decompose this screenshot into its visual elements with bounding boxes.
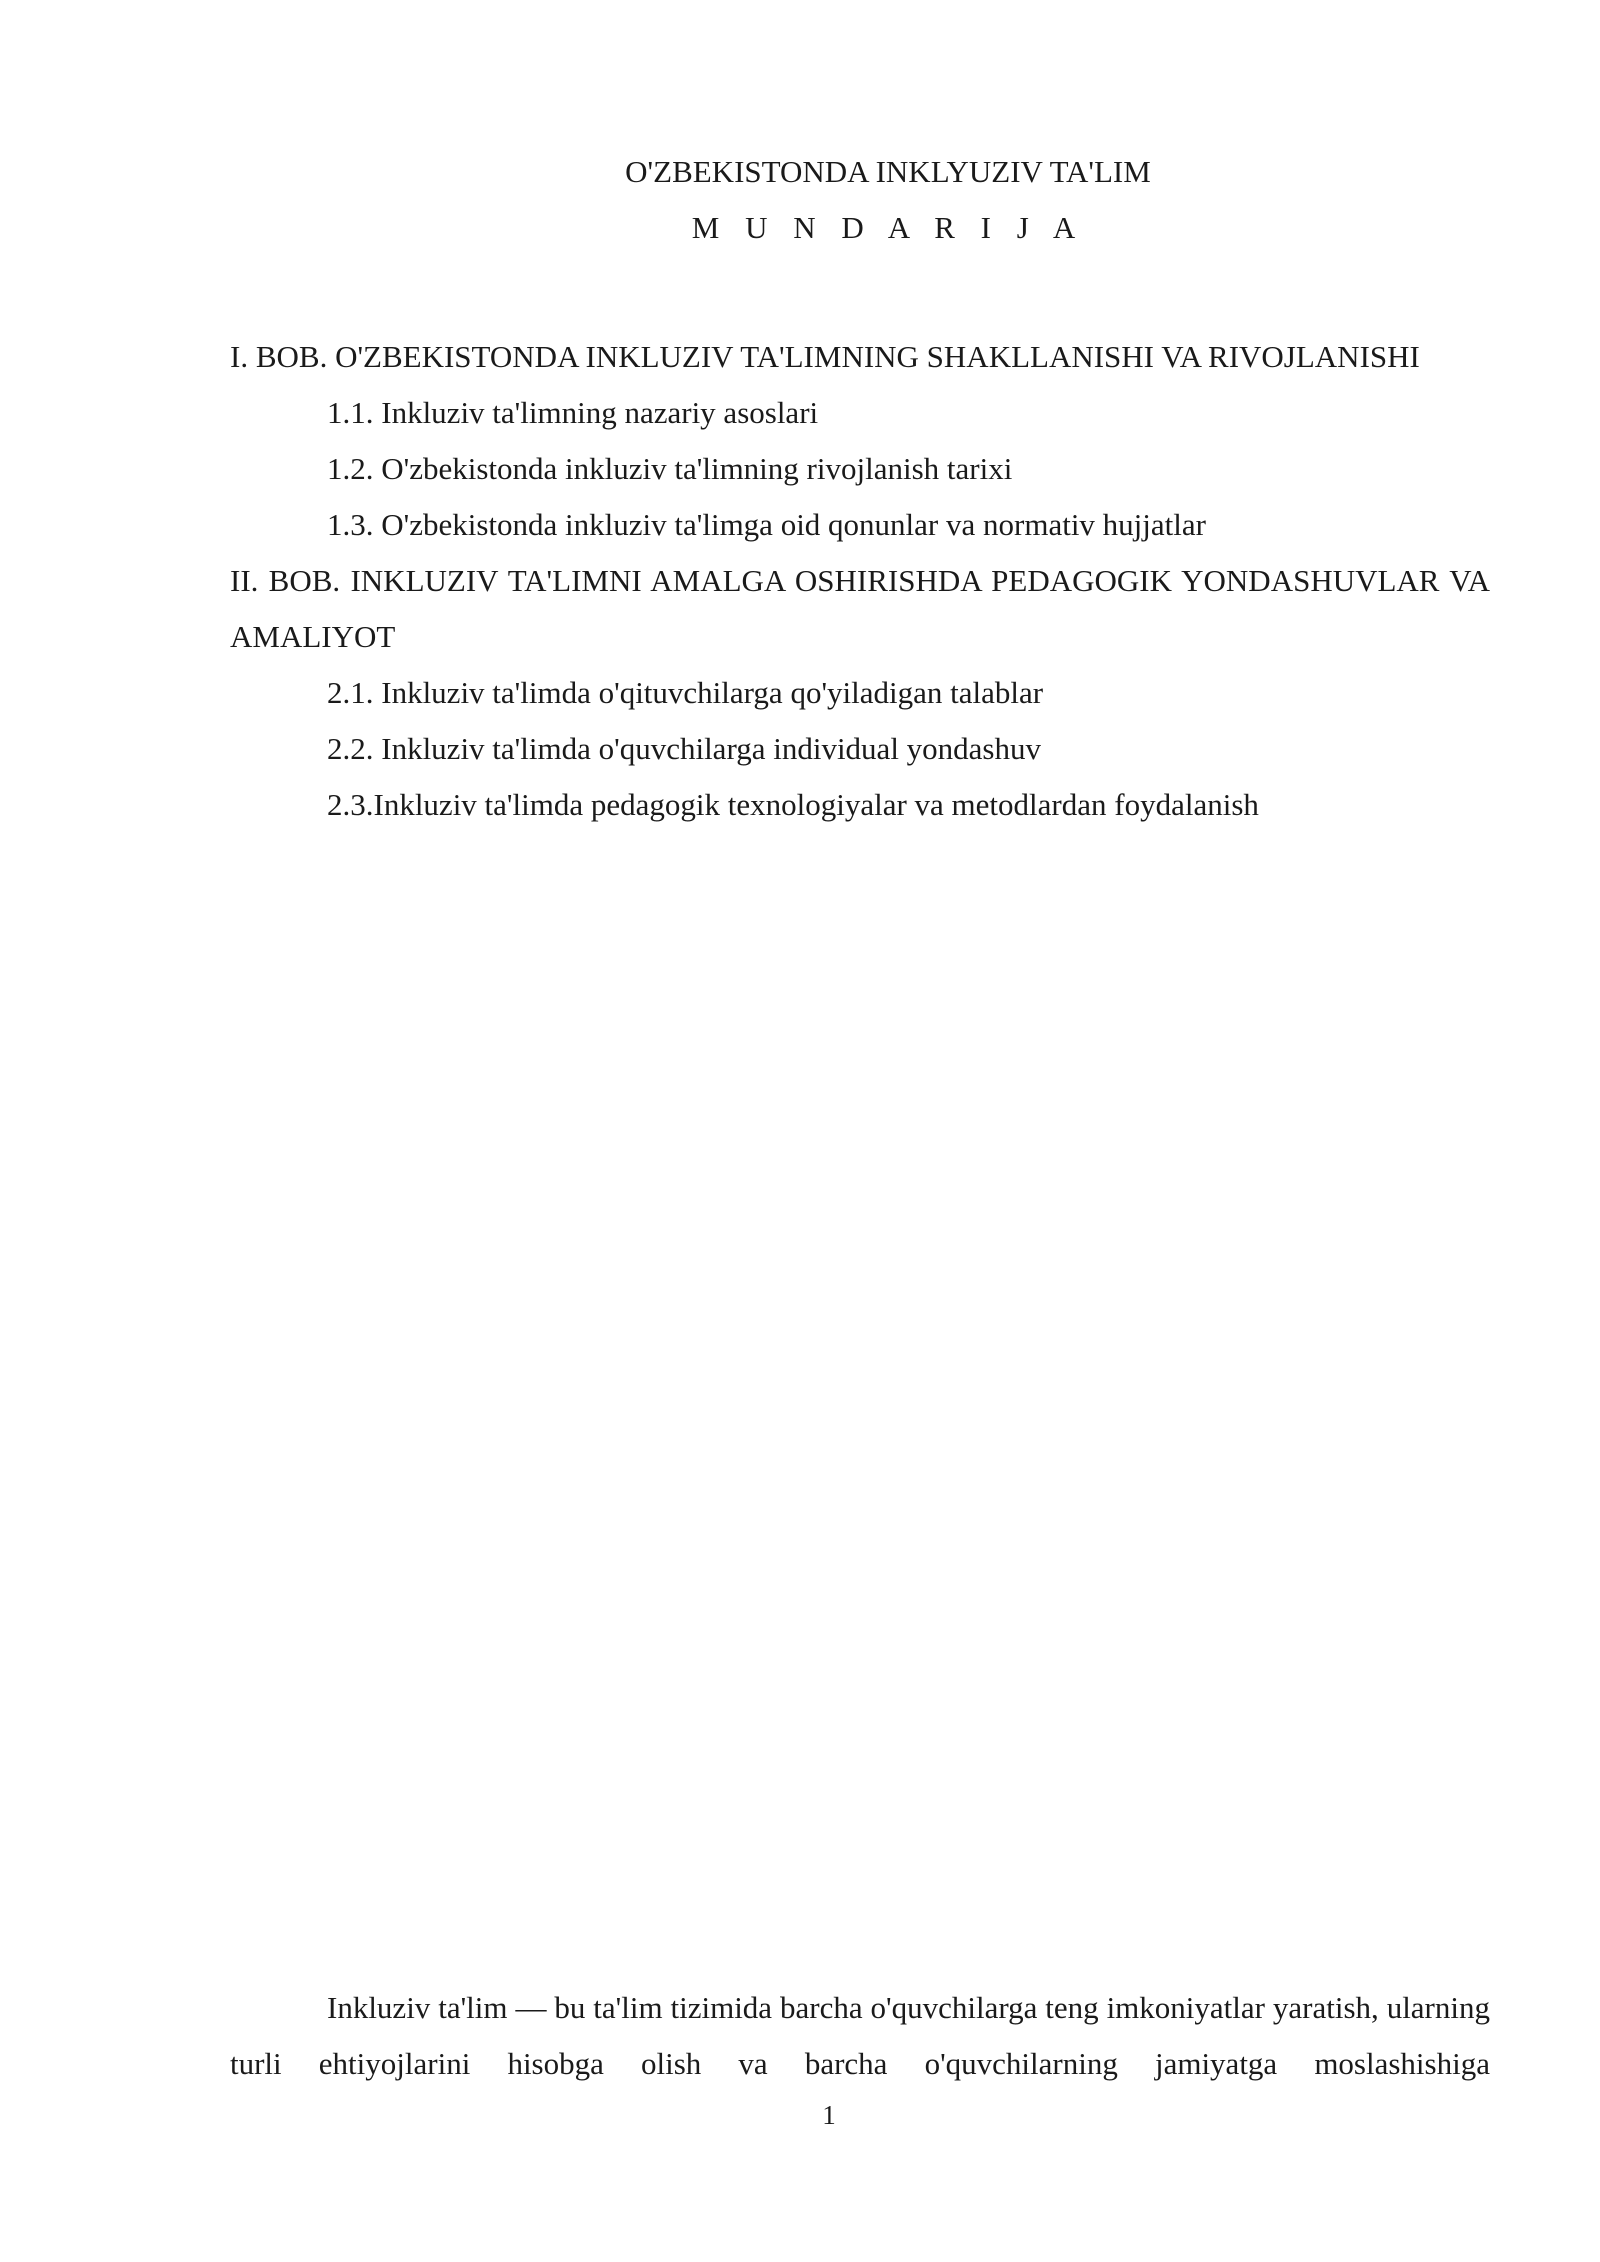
toc-chapter-2: II. BOB. INKLUZIV TA'LIMNI AMALGA OSHIRISHDA PEDAGOGIK YONDASHUVLAR VA AMALIYOT [230,563,1490,654]
toc-section-1-3: 1.3. O'zbekistonda inkluziv ta'limga oid qonunlar va normativ hujjatlar [327,507,1206,542]
toc-section-1-2: 1.2. O'zbekistonda inkluziv ta'limning rivojlanish tarixi [327,451,1013,486]
toc-section-2-1: 2.1. Inkluziv ta'limda o'qituvchilarga qo'yiladigan talablar [327,675,1044,710]
toc-heading: M U N D A R I J A [691,210,1085,245]
toc-section-2-2: 2.2. Inkluziv ta'limda o'quvchilarga individual yondashuv [327,731,1041,766]
toc-chapter-1: I. BOB. O'ZBEKISTONDA INKLUZIV TA'LIMNING SHAKLLANISHI VA RIVOJLANISHI [230,339,1420,374]
body-paragraph: Inkluziv ta'lim — bu ta'lim tizimida barcha o'quvchilarga teng imkoniyatlar yaratish, ularning turli ehtiyojlarini hisobga olish va barcha o'quvchilarning jamiyatga moslashishiga [230,1990,1490,2081]
document-title: O'ZBEKISTONDA INKLYUZIV TA'LIM [625,154,1151,189]
page-number: 1 [822,2100,836,2130]
toc-section-1-1: 1.1. Inkluziv ta'limning nazariy asoslari [327,395,819,430]
toc-section-2-3: 2.3.Inkluziv ta'limda pedagogik texnologiyalar va metodlardan foydalanish [327,787,1259,822]
table-of-contents [230,329,1490,833]
